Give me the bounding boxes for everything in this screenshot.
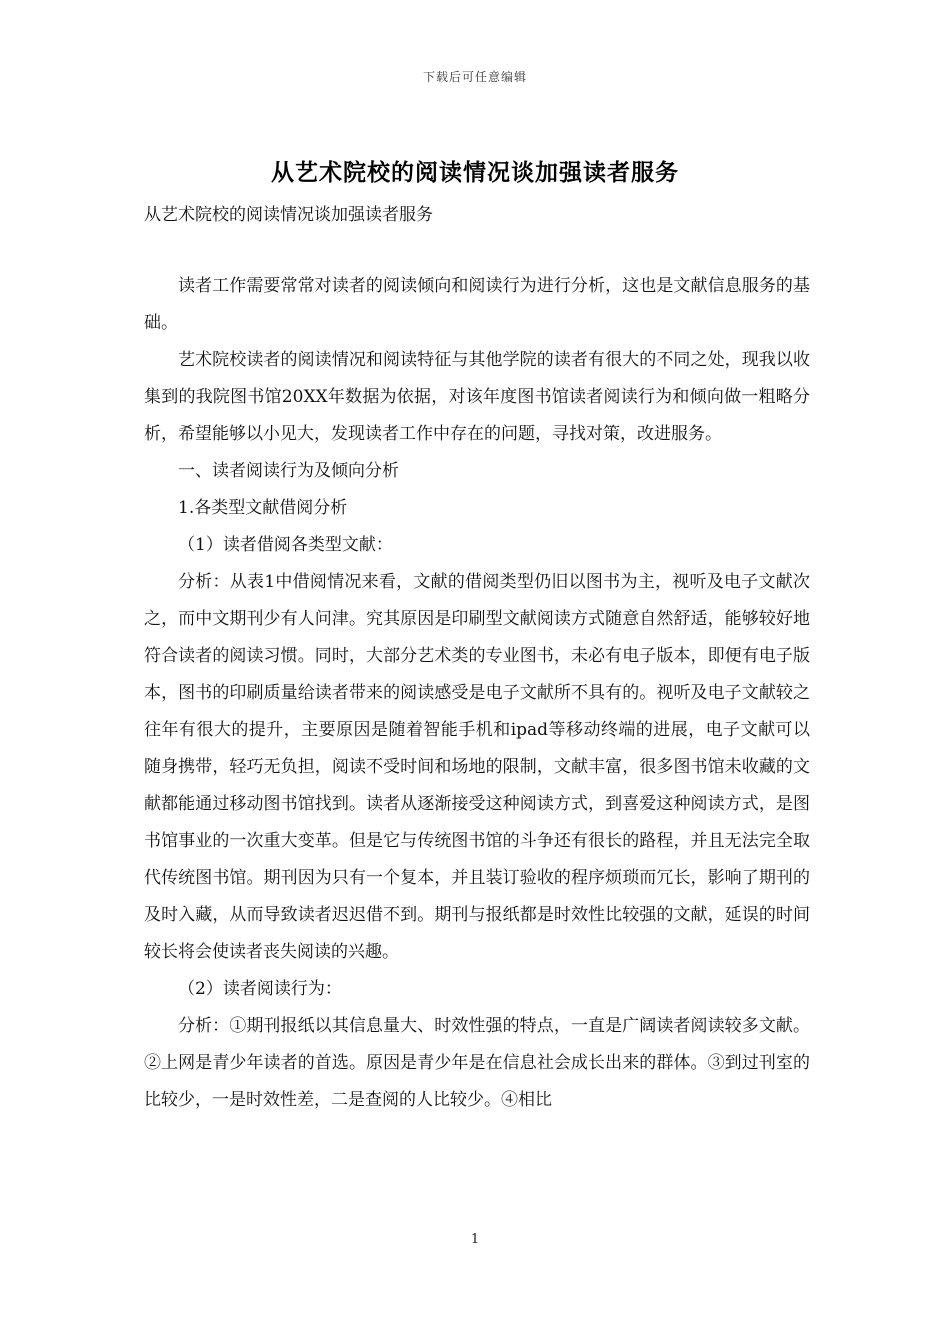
document-subtitle: 从艺术院校的阅读情况谈加强读者服务 bbox=[144, 205, 433, 225]
section-heading-1: 一、读者阅读行为及倾向分析 bbox=[178, 461, 399, 481]
paragraph-intro: 读者工作需要常常对读者的阅读倾向和阅读行为进行分析，这也是文献信息服务的基础。 bbox=[144, 276, 810, 333]
page-number: 1 bbox=[470, 1232, 480, 1247]
paragraph-analysis-2: 分析：①期刊报纸以其信息量大、时效性强的特点，一直是广阔读者阅读较多文献。②上网是青少年读者的首选。原因是青少年是在信息社会成长出来的群体。③到过刊室的比较少，一是时效性差，二是查阅的人比较少。④相比 bbox=[144, 1016, 810, 1110]
paragraph-analysis-1: 分析：从表1中借阅情况来看，文献的借阅类型仍旧以图书为主，视听及电子文献次之，而中文期刊少有人问津。究其原因是印刷型文献阅读方式随意自然舒适，能够较好地符合读者的阅读习惯。同时，大部分艺术类的专业图书，未必有电子版本，即便有电子版本，图书的印刷质量给读者带来的阅读感受是电子文献所不具有的。视听及电子文献较之往年有很大的提升，主要原因是随着智能手机和ipad等移动终端的进展，电子文献可以随身携带，轻巧无负担，阅读不受时间和场地的限制，文献丰富，很多图书馆未收藏的文献都能通过移动图书馆找到。读者从逐渐接受这种阅读方式，到喜爱这种阅读方式，是图书馆事业的一次重大变革。但是它与传统图书馆的斗争还有很长的路程，并且无法完全取代传统图书馆。期刊因为只有一个复本，并且装订验收的程序烦琐而冗长，影响了期刊的及时入藏，从而导致读者迟迟借不到。期刊与报纸都是时效性比较强的文献，延误的时间较长将会使读者丧失阅读的兴趣。 bbox=[144, 572, 810, 962]
paragraph-purpose: 艺术院校读者的阅读情况和阅读特征与其他学院的读者有很大的不同之处，现我以收集到的我院图书馆20XX年数据为依据，对该年度图书馆读者阅读行为和倾向做一粗略分析，希望能够以小见大，发现读者工作中存在的问题，寻找对策，改进服务。 bbox=[144, 350, 810, 444]
document-body bbox=[144, 268, 810, 1119]
item-heading-1: （1）读者借阅各类型文献： bbox=[178, 535, 393, 555]
header-note: 下载后可任意编辑 bbox=[422, 70, 527, 84]
subsection-heading-1-1: 1.各类型文献借阅分析 bbox=[178, 498, 348, 518]
document-title: 从艺术院校的阅读情况谈加强读者服务 bbox=[271, 159, 679, 186]
item-heading-2: （2）读者阅读行为： bbox=[178, 979, 342, 999]
